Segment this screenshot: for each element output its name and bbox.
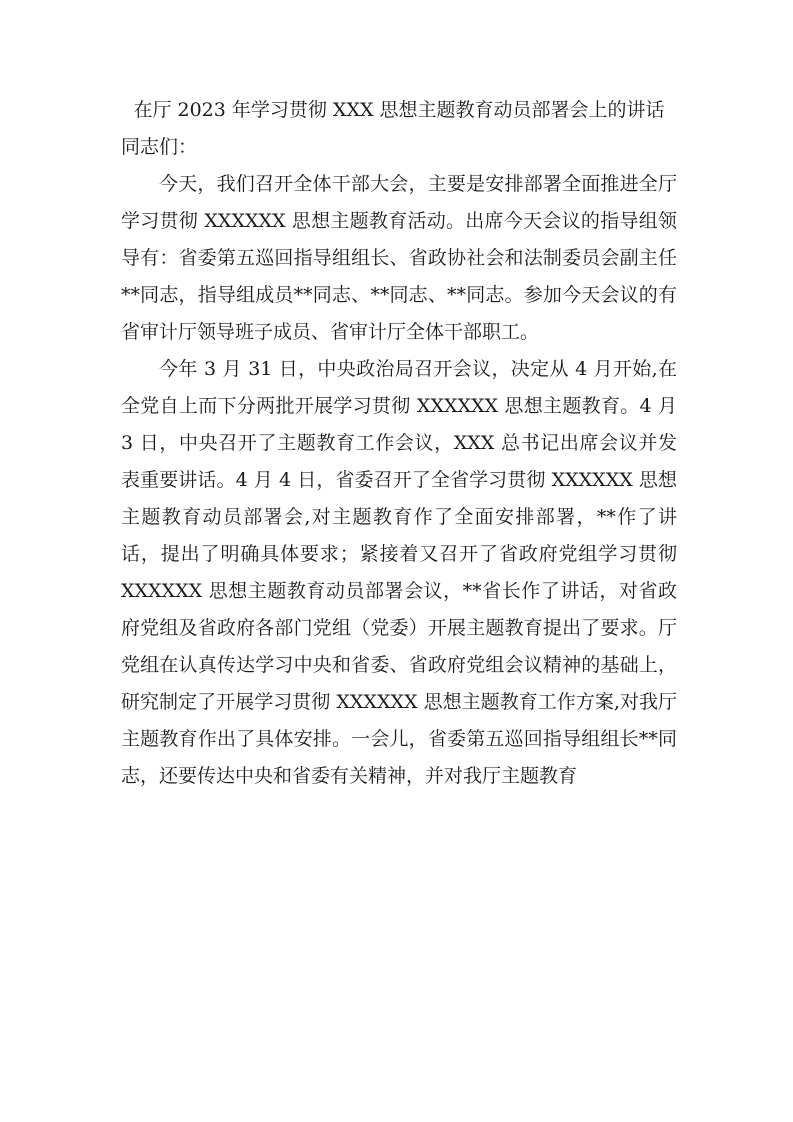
document-title: 在厅 2023 年学习贯彻 XXX 思想主题教育动员部署会上的讲话 bbox=[133, 99, 665, 121]
salutation: 同志们： bbox=[121, 136, 198, 158]
document-body bbox=[121, 92, 677, 795]
paragraph-2: 今年 3 月 31 日，中央政治局召开会议，决定从 4 月开始,在全党自上而下分两批开展学习贯彻 XXXXXX 思想主题教育。4 月 3 日，中央召开了主题教育工作会议，XXX 总书记出席会议并发表重要讲话。4 月 4 日，省委召开了全省学习贯彻 XXXXXX 思想主题教育动员部署会,对主题教育作了全面安排部署，**作了讲话，提出了明确具体要求；紧接着又召开了省政府党组学习贯彻 XXXXXX 思想主题教育动员部署会议，**省长作了讲话，对省政府党组及省政府各部门党组（党委）开展主题教育提出了要求。厅党组在认真传达学习中央和省委、省政府党组会议精神的基础上，研究制定了开展学习贯彻 XXXXXX 思想主题教育工作方案,对我厅主题教育作出了具体安排。一会儿，省委第五巡回指导组组长**同志，还要传达中央和省委有关精神，并对我厅主题教育 bbox=[121, 358, 677, 787]
paragraph-1: 今天，我们召开全体干部大会，主要是安排部署全面推进全厅学习贯彻 XXXXXX 思想主题教育活动。出席今天会议的指导组领导有：省委第五巡回指导组组长、省政协社会和法制委员会副主任**同志，指导组成员**同志、**同志、**同志。参加今天会议的有省审计厅领导班子成员、省审计厅全体干部职工。 bbox=[121, 173, 677, 343]
